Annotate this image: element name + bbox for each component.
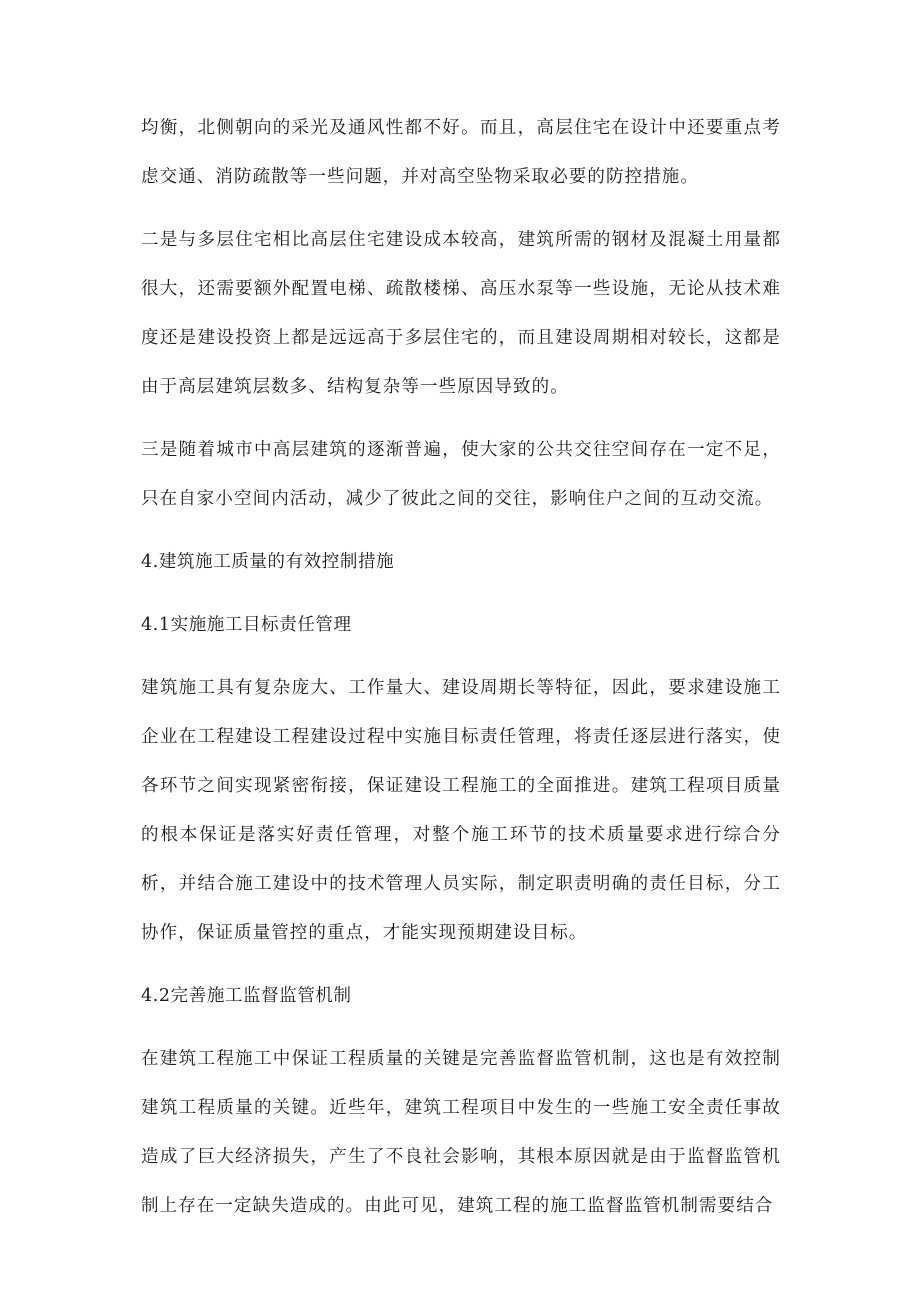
paragraph-construction-cost: 二是与多层住宅相比高层住宅建设成本较高，建筑所需的钢材及混凝土用量都很大，还需要额外配置电梯、疏散楼梯、高压水泵等一些设施，无论从技术难度还是建设投资上都是远远高于多层住宅的，而且建设周期相对较长，这都是由于高层建筑层数多、结构复杂等一些原因导致的。 bbox=[141, 230, 781, 397]
paragraph-responsibility-management: 建筑施工具有复杂庞大、工作量大、建设周期长等特征，因此，要求建设施工企业在工程建设工程建设过程中实施目标责任管理，将责任逐层进行落实，使各环节之间实现紧密衔接，保证建设工程施工的全面推进。建筑工程项目质量的根本保证是落实好责任管理，对整个施工环节的技术质量要求进行综合分析，并结合施工建设中的技术管理人员实际，制定职责明确的责任目标，分工协作，保证质量管控的重点，才能实现预期建设目标。 bbox=[141, 678, 781, 943]
section-heading-4: 4.建筑施工质量的有效控制措施 bbox=[141, 552, 395, 572]
document-page bbox=[141, 104, 781, 1245]
paragraph-public-space: 三是随着城市中高层建筑的逐渐普遍，使大家的公共交往空间存在一定不足，只在自家小空间内活动，减少了彼此之间的交往，影响住户之间的互动交流。 bbox=[141, 440, 781, 509]
subsection-heading-4-1: 4.1实施施工目标责任管理 bbox=[141, 615, 352, 635]
paragraph-north-orientation: 均衡，北侧朝向的采光及通风性都不好。而且，高层住宅在设计中还要重点考虑交通、消防疏散等一些问题，并对高空坠物采取必要的防控措施。 bbox=[141, 118, 781, 187]
subsection-heading-4-2: 4.2完善施工监督监管机制 bbox=[141, 986, 352, 1006]
paragraph-supervision-mechanism: 在建筑工程施工中保证工程质量的关键是完善监督监管机制，这也是有效控制建筑工程质量的关键。近些年，建筑工程项目中发生的一些施工安全责任事故造成了巨大经济损失，产生了不良社会影响，其根本原因就是由于监督监管机制上存在一定缺失造成的。由此可见，建筑工程的施工监督监管机制需要结合 bbox=[141, 1049, 781, 1216]
